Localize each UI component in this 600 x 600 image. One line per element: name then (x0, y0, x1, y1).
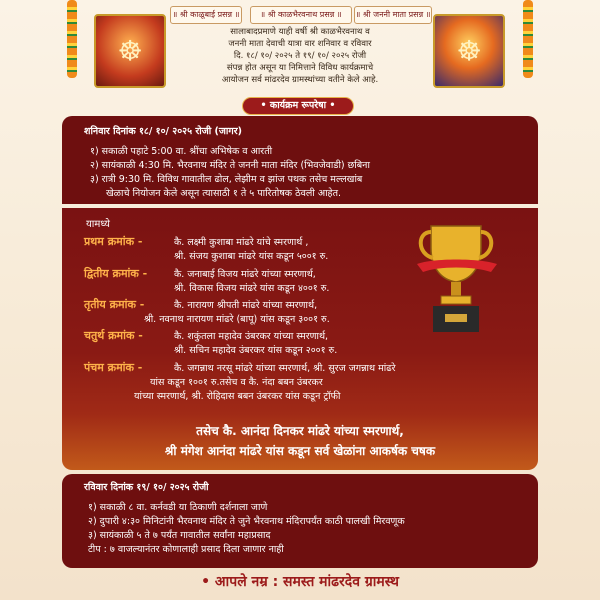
rank-line: श्री. सचिन महादेव उंबरकर यांस कडून २००१ रु. (174, 345, 338, 356)
rank-line: कै. जनाबाई विजय मांढरे यांच्या स्मरणार्थ, (174, 269, 316, 280)
top-label-1: ॥ श्री काळूबाई प्रसन्न ॥ (170, 6, 242, 24)
program-tag: • कार्यक्रम रूपरेषा • (242, 97, 354, 115)
intro-line: जननी माता देवाची यात्रा वार शनिवार व रविवार (228, 39, 372, 49)
deity-icon: ☸ (456, 34, 482, 68)
top-label-2: ॥ श्री काळभैरवनाथ प्रसन्न ॥ (250, 6, 352, 24)
sunday-item: ३) सायंकाळी ५ ते ७ पर्यंत गावातील सर्वांना महाप्रसाद (88, 530, 271, 541)
sunday-item: १) सकाळी ८ वा. कर्नवडी या ठिकाणी दर्शनाला जाणे (88, 502, 268, 513)
rank-label: प्रथम क्रमांक - (84, 235, 143, 248)
intro-line: आयोजन सर्व मांढरदेव ग्रामस्थांच्या वतीने केले आहे. (221, 75, 379, 85)
kalubai-image (94, 14, 166, 88)
intro-line: दि. १८/ १०/ २०२५ ते १९/ १०/ २०२५ रोजी (233, 51, 367, 61)
rank-label: चतुर्थ क्रमांक - (84, 329, 143, 342)
rank-line: कै. शकुंतला महादेव उंबरकर यांच्या स्मरणार्थ, (174, 331, 329, 342)
sunday-item: २) दुपारी ४:३० मिनिटांनी भैरवनाथ मंदिर ते जुने भैरवनाथ मंदिरापर्यंत काठी पालखी मिरवणूक (88, 516, 405, 527)
prizes-intro: यामध्ये (86, 219, 110, 230)
rank-line: श्री. विकास विजय मांढरे यांस कडून ४००१ रु. (174, 283, 330, 294)
special-line: तसेच कै. आनंदा दिनकर मांढरे यांच्या स्मरणार्थ, (196, 424, 404, 438)
sunday-note: टीप : ७ वाजल्यानंतर कोणालाही प्रसाद दिला जाणार नाही (88, 544, 284, 555)
bhairavnath-image (433, 14, 505, 88)
intro-line: संपन्न होत असून या निमित्ताने विविध कार्यक्रमाचे (226, 63, 374, 73)
saturday-item: खेळाचे नियोजन केले असून त्यासाठी १ ते ५ पारितोषक ठेवली आहेत. (106, 188, 342, 199)
trophy-icon (413, 218, 499, 338)
sunday-heading: रविवार दिनांक १९/ १०/ २०२५ रोजी (84, 482, 209, 493)
saturday-heading: शनिवार दिनांक १८/ १०/ २०२५ रोजी (जागर) (84, 126, 242, 137)
saturday-panel (62, 116, 538, 204)
rank-label: द्वितीय क्रमांक - (84, 267, 148, 280)
special-line: श्री मंगेश आनंदा मांढरे यांस कडून सर्व खेळांना आकर्षक चषक (164, 444, 436, 458)
rank-label: तृतीय क्रमांक - (84, 298, 145, 311)
intro-line: सालाबादप्रमाणे याही वर्षी श्री काळभैरवनाथ व (230, 27, 370, 37)
saturday-item: ३) रात्री 9:30 मि. विविध गावातील ढोल, लेझीम व झांज पथक तसेच मल्लखांब (90, 174, 363, 185)
intro-text (170, 26, 430, 86)
rank-line: कै. लक्ष्मी कुशाबा मांढरे यांचे स्मरणार्थ , (174, 237, 309, 248)
saturday-item: २) सायंकाळी 4:30 मि. भैरवनाथ मंदिर ते जननी माता मंदिर (भिवजेवाडी) छबिना (90, 160, 370, 171)
top-label-3: ॥ श्री जननी माता प्रसन्न ॥ (354, 6, 432, 24)
rank-line: कै. जगन्नाथ नरसू मांढरे यांच्या स्मरणार्थ, श्री. सुरज जगन्नाथ मांढरे (174, 363, 396, 374)
special-panel (62, 414, 538, 470)
rank-label: पंचम क्रमांक - (84, 361, 143, 374)
footer-signature: • आपले नम्र : समस्त मांढरदेव ग्रामस्थ (201, 574, 399, 590)
deity-icon: ☸ (117, 34, 143, 68)
sunday-panel (62, 474, 538, 568)
rank-line: श्री. संजय कुशाबा मांढरे यांस कडून ५००१ रु. (174, 251, 329, 262)
rank-line: यांस कडून १००१ रु.तसेच व कै. नंदा बबन उंबरकर (150, 377, 323, 388)
rank-line: श्री. नवनाथ नारायण मांढरे (बापू) यांस कडून ३००१ रु. (144, 314, 330, 325)
saturday-item: १) सकाळी पहाटे 5:00 वा. श्रींचा अभिषेक व आरती (90, 146, 273, 157)
rank-line: कै. नारायण श्रीपती मांढरे यांच्या स्मरणार्थ, (174, 300, 318, 311)
rank-line: यांच्या स्मरणार्थ, श्री. रोहिदास बबन उंबरकर यांस कडून ट्रॉफी (134, 391, 341, 402)
deity-labels (0, 6, 600, 22)
